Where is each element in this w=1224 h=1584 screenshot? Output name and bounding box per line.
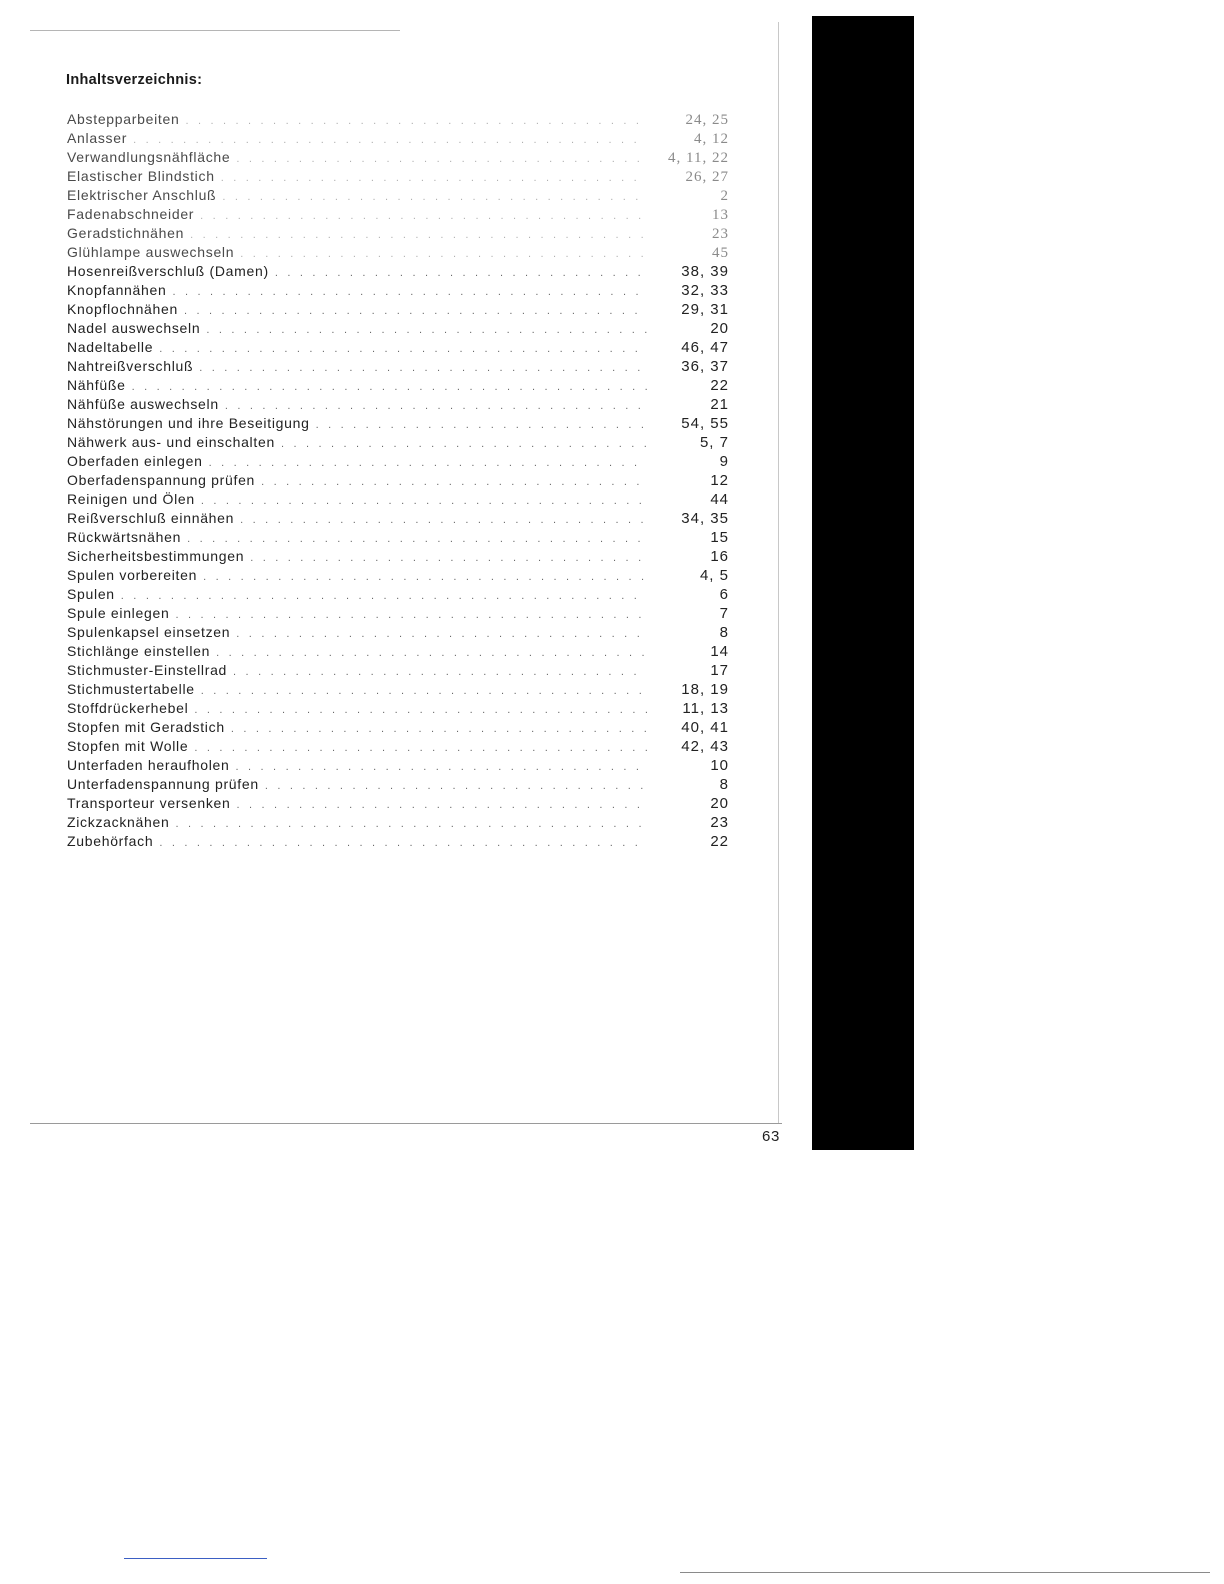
toc-entry-label: Stoffdrückerhebel <box>67 700 189 716</box>
toc-title: Inhaltsverzeichnis: <box>66 72 203 88</box>
toc-entry-label: Oberfaden einlegen <box>67 453 203 469</box>
toc-entry <box>67 757 729 776</box>
toc-entry-label: Knopfannähen <box>67 282 167 298</box>
toc-entry-page: 22 <box>710 377 729 394</box>
toc-entry <box>67 491 729 510</box>
toc-entry-label: Zubehörfach <box>67 833 154 849</box>
dot-leader <box>175 609 647 621</box>
dot-leader <box>240 248 647 260</box>
toc-entry-page: 32, 33 <box>681 282 729 299</box>
toc-entry-page: 11, 13 <box>682 700 729 717</box>
dot-leader <box>201 495 647 507</box>
toc-entry-page: 20 <box>710 795 729 812</box>
toc-entry-page: 8 <box>719 624 729 641</box>
toc-entry <box>67 586 729 605</box>
toc-entry <box>67 301 729 320</box>
toc-entry <box>67 206 729 225</box>
toc-entry-page: 4, 5 <box>699 567 729 584</box>
toc-entry <box>67 719 729 738</box>
toc-entry-label: Rückwärtsnähen <box>67 529 182 545</box>
toc-entry <box>67 681 729 700</box>
toc-entry <box>67 263 729 282</box>
page-number: 63 <box>762 1128 780 1145</box>
toc-entry-page: 29, 31 <box>681 301 729 318</box>
toc-entry <box>67 168 729 187</box>
toc-entry-label: Nähfüße auswechseln <box>67 396 219 412</box>
toc-entry-page: 44 <box>710 491 729 508</box>
toc-entry-page: 10 <box>710 757 729 774</box>
toc-entry-label: Nahtreißverschluß <box>67 358 194 374</box>
dot-leader <box>281 438 647 450</box>
toc-entry-page: 13 <box>712 207 729 223</box>
toc-entry-page: 6 <box>719 586 729 603</box>
toc-entry-label: Spule einlegen <box>67 605 170 621</box>
dot-leader <box>203 571 647 583</box>
toc-entry-page: 18, 19 <box>681 681 729 698</box>
toc-entry-page: 9 <box>719 453 729 470</box>
toc-entry <box>67 149 729 168</box>
toc-entry-label: Glühlampe auswechseln <box>67 244 235 260</box>
toc-entry-page: 40, 41 <box>681 719 729 736</box>
toc-entry-label: Nähstörungen und ihre Beseitigung <box>67 415 310 431</box>
toc-entry-label: Reißverschluß einnähen <box>67 510 235 526</box>
toc-entry <box>67 548 729 567</box>
dot-leader <box>233 666 647 678</box>
dot-leader <box>121 590 647 602</box>
toc-entry-page: 4, 12 <box>694 131 729 147</box>
toc-entry <box>67 738 729 757</box>
toc-entry-page: 34, 35 <box>681 510 729 527</box>
toc-entry-page: 45 <box>712 245 729 261</box>
dot-leader <box>200 210 647 222</box>
toc-entry <box>67 472 729 491</box>
toc-entry-label: Nadel auswechseln <box>67 320 201 336</box>
footer-right-rule <box>680 1572 1210 1573</box>
dot-leader <box>250 552 647 564</box>
dot-leader <box>201 685 647 697</box>
dot-leader <box>231 723 647 735</box>
toc-entry-label: Anlasser <box>67 130 128 146</box>
toc-entry-label: Transporteur versenken <box>67 795 231 811</box>
toc-entry-page: 2 <box>720 188 729 204</box>
toc-entry-label: Zickzacknähen <box>67 814 170 830</box>
toc-entry <box>67 662 729 681</box>
dot-leader <box>221 172 647 184</box>
toc-entry-label: Stichmustertabelle <box>67 681 195 697</box>
toc-entry <box>67 244 729 263</box>
dot-leader <box>187 533 647 545</box>
toc-entry <box>67 833 729 852</box>
dot-leader <box>190 229 647 241</box>
toc-entry <box>67 510 729 529</box>
toc-entry-page: 8 <box>719 776 729 793</box>
toc-entry-page: 23 <box>710 814 729 831</box>
dot-leader <box>159 837 647 849</box>
dot-leader <box>275 267 647 279</box>
dot-leader <box>261 476 647 488</box>
dot-leader <box>222 191 647 203</box>
toc-entry-label: Nähfüße <box>67 377 126 393</box>
dot-leader <box>175 818 647 830</box>
toc-entry <box>67 434 729 453</box>
toc-entry-page: 20 <box>710 320 729 337</box>
toc-entry-page: 24, 25 <box>685 112 729 128</box>
toc-entry <box>67 187 729 206</box>
footer-left-rule <box>124 1558 267 1559</box>
dot-leader <box>185 115 647 127</box>
toc-entry-label: Sicherheitsbestimmungen <box>67 548 245 564</box>
dot-leader <box>237 799 647 811</box>
dot-leader <box>225 400 647 412</box>
toc-entry <box>67 605 729 624</box>
dot-leader <box>184 305 647 317</box>
toc-entry-label: Nähwerk aus- und einschalten <box>67 434 275 450</box>
toc-entry-label: Knopflochnähen <box>67 301 178 317</box>
dot-leader <box>236 761 647 773</box>
toc-entry <box>67 567 729 586</box>
toc-entry-page: 4, 11, 22 <box>668 150 729 166</box>
table-of-contents <box>67 111 729 852</box>
toc-entry-label: Hosenreißverschluß (Damen) <box>67 263 269 279</box>
toc-entry-page: 12 <box>710 472 729 489</box>
toc-entry-label: Unterfadenspannung prüfen <box>67 776 259 792</box>
toc-entry-page: 38, 39 <box>681 263 729 280</box>
toc-entry <box>67 700 729 719</box>
toc-entry <box>67 320 729 339</box>
toc-entry <box>67 225 729 244</box>
toc-entry <box>67 396 729 415</box>
toc-entry-label: Stopfen mit Geradstich <box>67 719 225 735</box>
toc-entry-label: Stichmuster-Einstellrad <box>67 662 228 678</box>
toc-entry-page: 16 <box>710 548 729 565</box>
toc-entry-label: Unterfaden heraufholen <box>67 757 230 773</box>
toc-entry-label: Stopfen mit Wolle <box>67 738 189 754</box>
dot-leader <box>236 153 647 165</box>
toc-entry-page: 22 <box>710 833 729 850</box>
dot-leader <box>159 343 647 355</box>
toc-entry-label: Verwandlungsnähfläche <box>67 149 231 165</box>
toc-entry <box>67 776 729 795</box>
toc-entry <box>67 624 729 643</box>
toc-entry-label: Elastischer Blindstich <box>67 168 215 184</box>
toc-entry-label: Spulen <box>67 586 115 602</box>
toc-entry-page: 23 <box>712 226 729 242</box>
toc-entry <box>67 130 729 149</box>
dot-leader <box>209 457 647 469</box>
toc-entry-label: Reinigen und Ölen <box>67 491 195 507</box>
dot-leader <box>216 647 647 659</box>
dot-leader <box>133 134 647 146</box>
dot-leader <box>132 381 647 393</box>
toc-entry-page: 36, 37 <box>681 358 729 375</box>
toc-entry-page: 26, 27 <box>685 169 729 185</box>
dot-leader <box>240 514 647 526</box>
scan-edge-black-bar <box>812 16 914 1150</box>
toc-entry-page: 14 <box>710 643 729 660</box>
toc-entry <box>67 358 729 377</box>
toc-entry <box>67 111 729 130</box>
toc-entry-label: Abstepparbeiten <box>67 111 180 127</box>
toc-entry-page: 46, 47 <box>681 339 729 356</box>
toc-entry-label: Fadenabschneider <box>67 206 195 222</box>
top-rule <box>30 30 400 31</box>
toc-entry <box>67 415 729 434</box>
toc-entry <box>67 339 729 358</box>
toc-entry <box>67 377 729 396</box>
toc-entry-label: Geradstichnähen <box>67 225 185 241</box>
dot-leader <box>199 362 647 374</box>
dot-leader <box>236 628 647 640</box>
toc-entry-page: 21 <box>710 396 729 413</box>
toc-entry-label: Nadeltabelle <box>67 339 154 355</box>
dot-leader <box>265 780 647 792</box>
toc-entry-page: 17 <box>710 662 729 679</box>
toc-entry-label: Stichlänge einstellen <box>67 643 211 659</box>
dot-leader <box>316 419 647 431</box>
toc-entry-page: 15 <box>710 529 729 546</box>
toc-entry-label: Oberfadenspannung prüfen <box>67 472 256 488</box>
toc-entry-page: 42, 43 <box>681 738 729 755</box>
toc-entry <box>67 282 729 301</box>
toc-entry <box>67 795 729 814</box>
toc-entry <box>67 643 729 662</box>
toc-entry <box>67 529 729 548</box>
dot-leader <box>194 742 647 754</box>
bottom-rule <box>30 1123 782 1124</box>
toc-entry-page: 54, 55 <box>681 415 729 432</box>
dot-leader <box>206 324 647 336</box>
toc-entry-page: 5, 7 <box>699 434 729 451</box>
toc-entry <box>67 814 729 833</box>
dot-leader <box>173 286 648 298</box>
toc-entry-label: Spulenkapsel einsetzen <box>67 624 231 640</box>
dot-leader <box>194 704 647 716</box>
toc-entry <box>67 453 729 472</box>
right-margin-rule <box>778 22 779 1123</box>
toc-entry-label: Spulen vorbereiten <box>67 567 198 583</box>
toc-entry-label: Elektrischer Anschluß <box>67 187 217 203</box>
toc-entry-page: 7 <box>719 605 729 622</box>
